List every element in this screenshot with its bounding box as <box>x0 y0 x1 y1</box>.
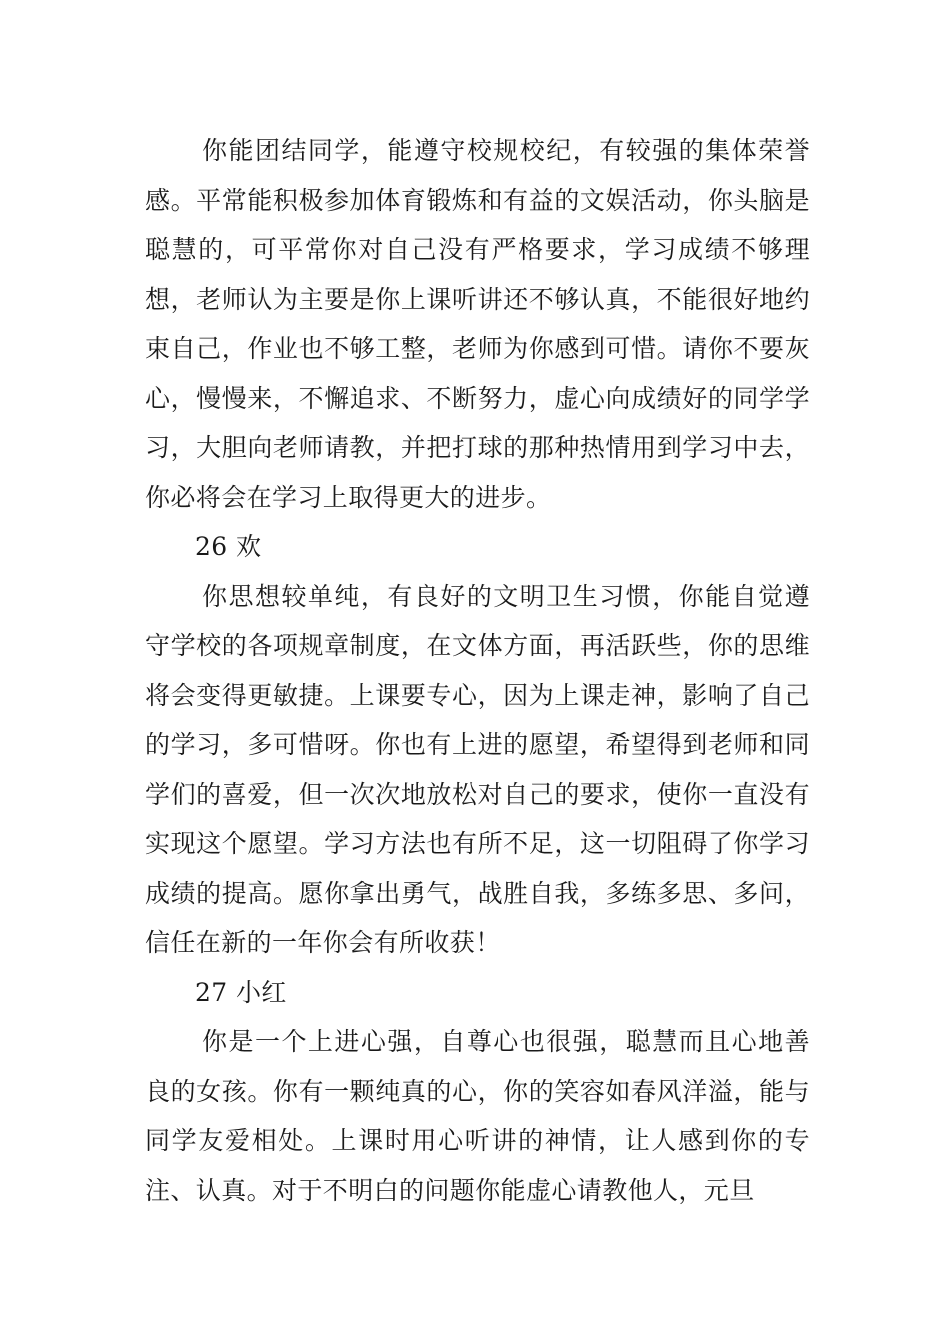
document-body <box>145 126 810 1215</box>
student-heading-26: 26 欢 <box>195 532 262 561</box>
comment-paragraph-1: 你能团结同学，能遵守校规校纪，有较强的集体荣誉感。平常能积极参加体育锻炼和有益的文娱活动，你头脑是聪慧的，可平常你对自己没有严格要求，学习成绩不够理想，老师认为主要是你上课听讲还不够认真，不能很好地约束自己，作业也不够工整，老师为你感到可惜。请你不要灰心，慢慢来，不懈追求、不断努力，虚心向成绩好的同学学习，大胆向老师请教，并把打球的那种热情用到学习中去，你必将会在学习上取得更大的进步。 <box>145 136 810 512</box>
comment-paragraph-3: 你是一个上进心强，自尊心也很强，聪慧而且心地善良的女孩。你有一颗纯真的心，你的笑容如春风洋溢，能与同学友爱相处。上课时用心听讲的神情，让人感到你的专注、认真。对于不明白的问题你能虚心请教他人，元旦 <box>145 1027 810 1205</box>
student-heading-27: 27 小红 <box>195 977 287 1007</box>
comment-paragraph-2: 你思想较单纯，有良好的文明卫生习惯，你能自觉遵守学校的各项规章制度，在文体方面，再活跃些，你的思维将会变得更敏捷。上课要专心，因为上课走神，影响了自己的学习，多可惜呀。你也有上进的愿望，希望得到老师和同学们的喜爱，但一次次地放松对自己的要求，使你一直没有实现这个愿望。学习方法也有所不足，这一切阻碍了你学习成绩的提高。愿你拿出勇气，战胜自我，多练多思、多问，信任在新的一年你会有所收获！ <box>145 581 810 957</box>
